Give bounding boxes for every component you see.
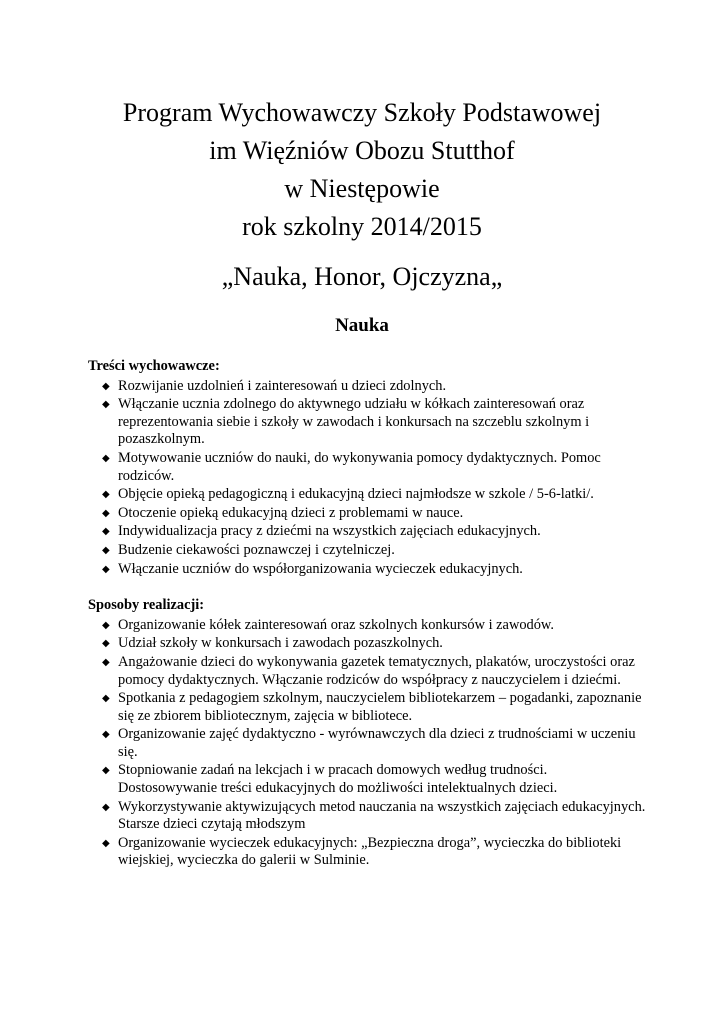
section-heading: Nauka: [335, 315, 389, 336]
list-item-text: Rozwijanie uzdolnień i zainteresowań u dzieci zdolnych.: [118, 377, 447, 394]
list-item-text: Udział szkoły w konkursach i zawodach pozaszkolnych.: [118, 635, 443, 652]
title-line-1: Program Wychowawczy Szkoły Podstawowej: [122, 98, 602, 127]
list-item: [88, 505, 648, 523]
list-item-text: Stopniowanie zadań na lekcjach i w pracach domowych według trudności. Dostosowywanie treści edukacyjnych do możliwości intelektualnych dzieci.: [118, 762, 558, 797]
list-item: [88, 542, 648, 560]
list-item-text: Motywowanie uczniów do nauki, do wykonywania pomocy dydaktycznych. Pomoc rodziców.: [118, 449, 601, 484]
title-line-4: rok szkolny 2014/2015: [242, 212, 482, 241]
diamond-bullet-icon: ◆: [102, 380, 110, 392]
list-item: [88, 523, 648, 541]
diamond-bullet-icon: ◆: [102, 619, 110, 631]
list-item: [88, 726, 648, 761]
sposoby-list: [88, 617, 648, 870]
title-line-3: w Niestępowie: [284, 174, 440, 203]
list-item: [88, 690, 648, 725]
diamond-bullet-icon: ◆: [102, 507, 110, 519]
list-item-text: Włączanie uczniów do współorganizowania wycieczek edukacyjnych.: [118, 560, 523, 577]
document-title: [0, 94, 724, 246]
diamond-bullet-icon: ◆: [102, 765, 110, 777]
list-item: [88, 617, 648, 635]
list-item: [88, 762, 648, 797]
sposoby-heading: Sposoby realizacji:: [88, 597, 205, 614]
list-item-text: Indywidualizacja pracy z dziećmi na wszystkich zajęciach edukacyjnych.: [118, 523, 541, 540]
diamond-bullet-icon: ◆: [102, 544, 110, 556]
diamond-bullet-icon: ◆: [102, 399, 110, 411]
list-item-text: Organizowanie wycieczek edukacyjnych: „Bezpieczna droga”, wycieczka do biblioteki wiejskiej, wycieczka do galerii w Sulminie.: [118, 834, 622, 869]
list-item: [88, 378, 648, 396]
list-item-text: Włączanie ucznia zdolnego do aktywnego udziału w kółkach zainteresowań oraz reprezentowania siebie i szkoły w zawodach i konkursach na szczeblu szkolnym i pozaszkolnym.: [118, 396, 590, 448]
list-item: [88, 835, 648, 870]
list-item-text: Organizowanie kółek zainteresowań oraz szkolnych konkursów i zawodów.: [118, 616, 554, 633]
list-item-text: Otoczenie opieką edukacyjną dzieci z problemami w nauce.: [118, 504, 464, 521]
list-item: [88, 396, 648, 449]
diamond-bullet-icon: ◆: [102, 801, 110, 813]
diamond-bullet-icon: ◆: [102, 693, 110, 705]
diamond-bullet-icon: ◆: [102, 837, 110, 849]
list-item-text: Angażowanie dzieci do wykonywania gazetek tematycznych, plakatów, uroczystości oraz pomocy dydaktycznych. Włączanie rodziców do współpracy z nauczycielem i dziećmi.: [118, 653, 635, 688]
diamond-bullet-icon: ◆: [102, 729, 110, 741]
tresci-list: [88, 378, 648, 579]
list-item: [88, 635, 648, 653]
list-item-text: Spotkania z pedagogiem szkolnym, nauczycielem bibliotekarzem – pogadanki, zapoznanie się ze zbiorem bibliotecznym, zajęcia w bibliotece.: [118, 690, 642, 724]
diamond-bullet-icon: ◆: [102, 452, 110, 464]
list-item: [88, 654, 648, 689]
title-line-2: im Więźniów Obozu Stutthof: [209, 136, 515, 165]
motto: „Nauka, Honor, Ojczyzna„: [221, 262, 503, 291]
list-item: [88, 486, 648, 504]
list-item-text: Budzenie ciekawości poznawczej i czytelniczej.: [118, 541, 395, 558]
list-item: [88, 799, 648, 834]
list-item-text: Wykorzystywanie aktywizujących metod nauczania na wszystkich zajęciach edukacyjnych. Starsze dzieci czytają młodszym: [118, 798, 646, 833]
diamond-bullet-icon: ◆: [102, 638, 110, 650]
list-item-text: Objęcie opieką pedagogiczną i edukacyjną dzieci najmłodsze w szkole / 5-6-latki/.: [118, 486, 594, 503]
list-item: [88, 450, 648, 485]
diamond-bullet-icon: ◆: [102, 489, 110, 501]
diamond-bullet-icon: ◆: [102, 563, 110, 575]
list-item: [88, 561, 648, 579]
diamond-bullet-icon: ◆: [102, 526, 110, 538]
content-body: [88, 358, 648, 871]
tresci-heading: Treści wychowawcze:: [88, 358, 220, 374]
diamond-bullet-icon: ◆: [102, 656, 110, 668]
list-item-text: Organizowanie zajęć dydaktyczno - wyrównawczych dla dzieci z trudnościami w uczeniu się.: [118, 726, 636, 760]
